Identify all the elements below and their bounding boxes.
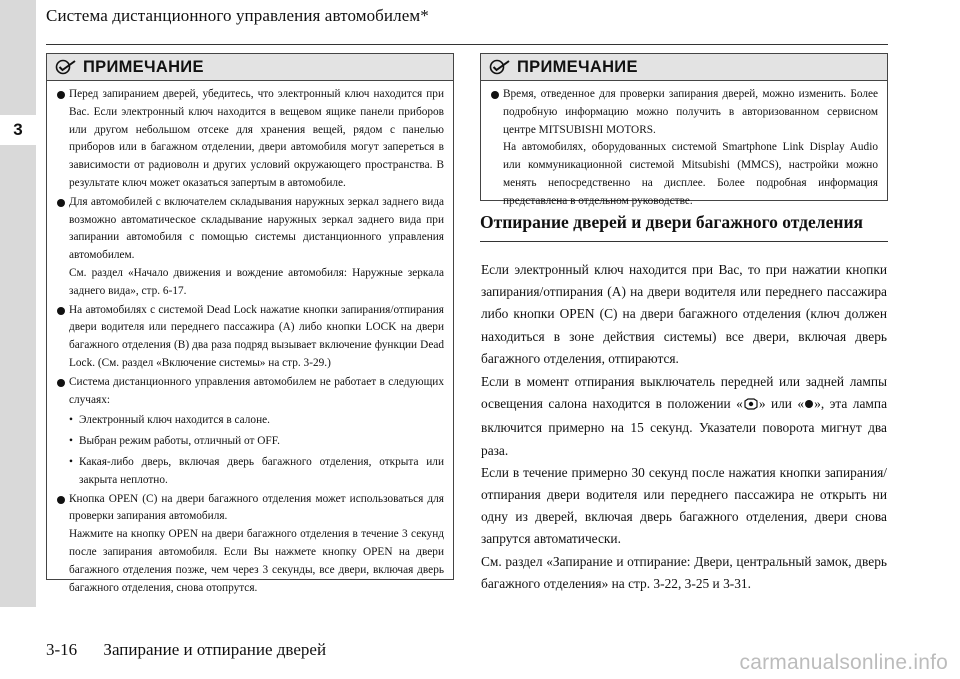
note-item xyxy=(56,491,444,598)
bullet-dot-icon xyxy=(57,307,65,315)
paragraph-part: », эта лампа включится примерно на 15 секунд. Указатели поворота мигнут два раза. xyxy=(481,396,888,458)
section-body xyxy=(481,259,887,595)
bullet-dot-icon xyxy=(57,496,65,504)
chapter-number-tab: 3 xyxy=(0,115,36,145)
on-position-icon xyxy=(805,400,813,408)
note-item-text: Для автомобилей с включателем складывания наружных зеркал заднего вида возможно автоматическое складывание наружных зеркал заднего вида при запирании автомобиля с помощью системы дистанционного управления автомобилем. xyxy=(69,195,444,262)
page-number: 3-16 xyxy=(46,640,78,659)
note-item xyxy=(56,302,444,373)
right-note-header xyxy=(481,54,887,81)
note-item xyxy=(490,86,878,211)
note-item-text: Система дистанционного управления автомобилем не работает в следующих случаях: xyxy=(69,375,444,406)
left-note-heading: ПРИМЕЧАНИЕ xyxy=(83,57,204,76)
note-item-text: Перед запиранием дверей, убедитесь, что электронный ключ находится при Вас. Если электронный ключ находится в вещевом ящике панели приборов или другом небольшом отсеке для хранения вещей, рядом с панелью приборов или в багажном отделении, двери автомобиля могут запереться в зависимости от радиоволн и других условий окружающего пространства. В результате ключ может оказаться запертым в автомобиле. xyxy=(69,88,444,189)
page-footer xyxy=(46,640,326,660)
note-item-reference: См. раздел «Начало движения и вождение автомобиля: Наружные зеркала заднего вида», стр. 6-17. xyxy=(69,266,444,297)
left-note-header xyxy=(47,54,453,81)
section-paragraph: Если в течение примерно 30 секунд после нажатия кнопки запирания/отпирания двери водителя или переднего пассажира не открыть ни одну из дверей, включая дверь багажного отделения, двери снова запрутся автоматически. xyxy=(481,464,887,547)
header-divider xyxy=(46,44,888,45)
condition-item: • Электронный ключ находится в салоне. xyxy=(69,414,270,427)
note-item-text: На автомобилях с системой Dead Lock нажатие кнопки запирания/отпирания двери водителя или переднего пассажира (A) либо кнопки LOCK на двери багажного отделения (B) два раза подряд вызывает включение функции Dead Lock. (См. раздел «Включение системы» на стр. 3-29.) xyxy=(69,303,444,369)
note-item xyxy=(56,86,444,193)
bullet-dot-icon xyxy=(57,199,65,207)
chapter-side-strip xyxy=(0,0,36,607)
condition-text: Выбран режим работы, отличный от OFF. xyxy=(79,435,280,448)
section-paragraph: Если электронный ключ находится при Вас, то при нажатии кнопки запирания/отпирания (A) на двери водителя или переднего пассажира либо кнопки OPEN (C) на двери багажного отделения (ключ должен находиться в зоне действия системы) все двери, включая дверь багажного отделения, отпираются. xyxy=(481,262,887,366)
check-note-icon xyxy=(55,59,77,75)
section-paragraph: См. раздел «Запирание и отпирание: Двери, центральный замок, дверь багажного отделения» на стр. 3-22, 3-25 и 3-31. xyxy=(481,553,887,591)
paragraph-part: » или « xyxy=(758,396,805,412)
site-watermark: carmanualsonline.info xyxy=(739,651,948,674)
note-item-extra: На автомобилях, оборудованных системой Smartphone Link Display Audio или коммуникационной системой Mitsubishi (MMCS), настройки можно менять непосредственно на дисплее. Более подробная информация представлена в отдельном руководстве. xyxy=(503,141,878,207)
condition-item: • Какая-либо дверь, включая дверь багажного отделения, открыта или закрыта неплотно. xyxy=(69,455,444,486)
left-note-box xyxy=(46,53,454,594)
bullet-dot-icon xyxy=(57,379,65,387)
condition-text: Какая-либо дверь, включая дверь багажного отделения, открыта или закрыта неплотно. xyxy=(79,455,444,486)
note-item-extra: Нажмите на кнопку OPEN на двери багажного отделения в течение 3 секунд после запирания автомобиля. Если Вы нажмете кнопку OPEN на двери багажного отделения позже, чем через 3 секунды, все двери, включая дверь багажного отделения, снова отопрутся. xyxy=(69,528,444,594)
check-note-icon xyxy=(489,59,511,75)
condition-text: Электронный ключ находится в салоне. xyxy=(79,414,270,427)
section-title: Отпирание дверей и двери багажного отделения xyxy=(480,212,888,242)
door-lamp-icon xyxy=(743,395,759,417)
section-paragraph xyxy=(481,371,887,462)
note-item xyxy=(56,374,444,490)
paragraph-part: Если в момент отпирания выключатель передней или задней лампы освещения салона находится в положении « xyxy=(481,374,887,412)
footer-chapter-title: Запирание и отпирание дверей xyxy=(103,640,327,659)
right-note-heading: ПРИМЕЧАНИЕ xyxy=(517,57,638,76)
bullet-dot-icon xyxy=(57,91,65,99)
note-item-text: Время, отведенное для проверки запирания дверей, можно изменить. Более подробную информацию можно получить в авторизованном сервисном центре MITSUBISHI MOTORS. xyxy=(503,88,878,136)
bullet-dot-icon xyxy=(491,91,499,99)
condition-item: • Выбран режим работы, отличный от OFF. xyxy=(69,435,280,448)
right-note-body xyxy=(481,81,887,211)
note-item xyxy=(56,194,444,301)
right-note-box xyxy=(480,53,888,207)
note-item-text: Кнопка OPEN (C) на двери багажного отделения может использоваться для проверки запирания автомобиля. xyxy=(69,492,444,523)
left-note-body xyxy=(47,81,453,597)
page-header-title: Система дистанционного управления автомобилем* xyxy=(46,6,429,25)
